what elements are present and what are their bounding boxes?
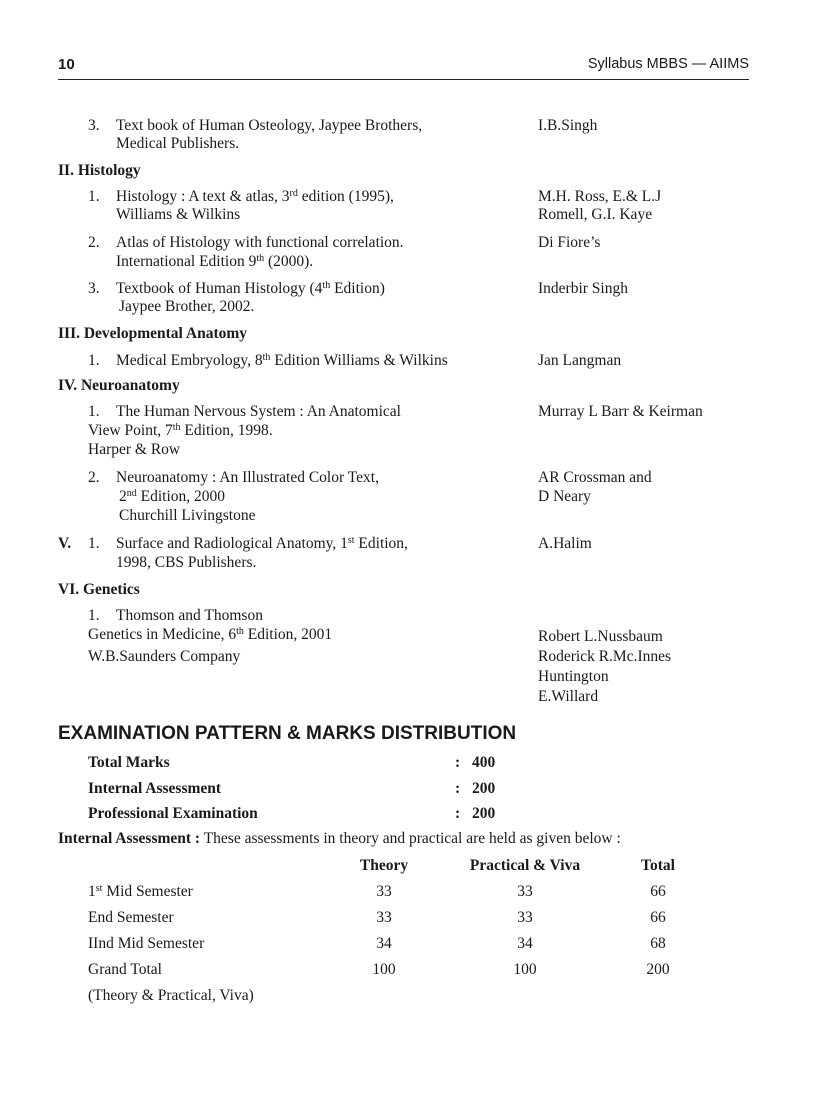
marks-value: 400 (472, 754, 496, 771)
row-label: End Semester (88, 909, 174, 926)
book-title-line: Textbook of Human Histology (4th Edition) (116, 280, 385, 297)
row-label: 1st Mid Semester (88, 883, 193, 900)
section-heading-neuroanatomy: IV. Neuroanatomy (58, 377, 180, 394)
book-title-line: W.B.Saunders Company (88, 648, 241, 665)
book-author: I.B.Singh (538, 117, 598, 134)
total-cell: 200 (646, 961, 670, 978)
book-title-line: View Point, 7th Edition, 1998. (88, 422, 273, 439)
item-number: 3. (88, 117, 100, 134)
section-heading-developmental-anatomy: III. Developmental Anatomy (58, 325, 248, 342)
book-author: Huntington (538, 668, 609, 685)
table-header-total: Total (641, 857, 675, 874)
practical-cell: 33 (517, 909, 533, 926)
book-title-line: Neuroanatomy : An Illustrated Color Text, (116, 469, 379, 486)
book-author: A.Halim (538, 535, 592, 552)
section-heading-genetics: VI. Genetics (58, 581, 140, 598)
marks-label: Internal Assessment (88, 780, 222, 797)
marks-label: Professional Examination (88, 805, 258, 822)
book-title-line: Surface and Radiological Anatomy, 1st Edition, (116, 535, 408, 552)
book-title-line: Genetics in Medicine, 6th Edition, 2001 (88, 626, 333, 643)
book-title-line: 1998, CBS Publishers. (116, 554, 257, 571)
total-cell: 66 (650, 909, 666, 926)
section-heading-histology: II. Histology (58, 162, 141, 179)
table-header-practical: Practical & Viva (469, 857, 581, 874)
book-author: E.Willard (538, 688, 599, 705)
book-author: Robert L.Nussbaum (538, 628, 663, 645)
item-number: 1. (88, 535, 100, 552)
book-title-line: Histology : A text & atlas, 3rd edition (1995), (116, 188, 394, 205)
item-number: 3. (88, 280, 100, 297)
internal-assessment-note: Internal Assessment : These assessments in theory and practical are held as given below : (58, 830, 621, 847)
book-title-line: Thomson and Thomson (116, 607, 263, 624)
book-title-line: Medical Embryology, 8th Edition Williams & Wilkins (116, 352, 448, 369)
total-cell: 68 (650, 935, 666, 952)
running-header-title: Syllabus MBBS — AIIMS (587, 56, 749, 72)
book-author: Jan Langman (538, 352, 622, 369)
exam-section-title: EXAMINATION PATTERN & MARKS DISTRIBUTION (58, 723, 517, 744)
theory-cell: 34 (376, 935, 392, 952)
book-author: Inderbir Singh (538, 280, 628, 297)
book-title-line: The Human Nervous System : An Anatomical (116, 403, 401, 420)
book-author: AR Crossman and (538, 469, 652, 486)
theory-cell: 33 (376, 909, 392, 926)
marks-label: Total Marks (88, 754, 170, 771)
table-header-theory: Theory (359, 857, 409, 874)
book-author: Murray L Barr & Keirman (538, 403, 703, 420)
book-title-line: Jaypee Brother, 2002. (119, 298, 255, 315)
marks-value: 200 (472, 805, 496, 822)
theory-cell: 100 (372, 961, 396, 978)
item-number: 2. (88, 469, 100, 486)
book-title-line: Medical Publishers. (116, 135, 240, 152)
book-title-line: Williams & Wilkins (116, 206, 241, 223)
item-number: 2. (88, 234, 100, 251)
marks-value: 200 (472, 780, 496, 797)
book-author: M.H. Ross, E.& L.J (538, 188, 662, 205)
page-number: 10 (58, 56, 75, 73)
book-title-line: Atlas of Histology with functional correlation. (116, 234, 404, 251)
table-footnote: (Theory & Practical, Viva) (88, 987, 254, 1004)
section-numeral: V. (58, 535, 72, 552)
book-title-line: Text book of Human Osteology, Jaypee Brothers, (116, 117, 423, 134)
book-title-line: International Edition 9th (2000). (116, 253, 314, 270)
practical-cell: 33 (517, 883, 533, 900)
item-number: 1. (88, 188, 100, 205)
item-number: 1. (88, 607, 100, 624)
book-author: Romell, G.I. Kaye (538, 206, 653, 223)
total-cell: 66 (650, 883, 666, 900)
book-title-line: Churchill Livingstone (119, 507, 256, 524)
item-number: 1. (88, 352, 100, 369)
theory-cell: 33 (376, 883, 392, 900)
book-title-line: 2nd Edition, 2000 (119, 488, 226, 505)
practical-cell: 34 (517, 935, 533, 952)
marks-colon: : (455, 780, 461, 797)
marks-colon: : (455, 754, 461, 771)
row-label: IInd Mid Semester (88, 935, 205, 952)
item-number: 1. (88, 403, 100, 420)
row-label: Grand Total (88, 961, 162, 978)
header-rule (58, 79, 749, 80)
book-author: D Neary (538, 488, 591, 505)
practical-cell: 100 (513, 961, 537, 978)
book-author: Di Fiore’s (538, 234, 601, 251)
book-author: Roderick R.Mc.Innes (538, 648, 672, 665)
book-title-line: Harper & Row (88, 441, 181, 458)
marks-colon: : (455, 805, 461, 822)
